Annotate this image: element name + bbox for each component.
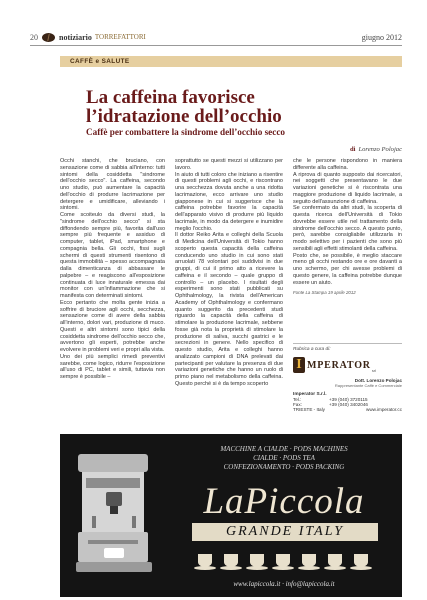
- publication-name: notiziario: [59, 32, 92, 42]
- city: TRIESTE - Italy: [293, 407, 325, 412]
- lapiccola-advertisement[interactable]: [60, 434, 402, 597]
- paragraph: Occhi stanchi, che bruciano, con sensazione come di sabbia all'interno: tutti sintomi della cosiddetta "sindrome dell'occhio secco". La caffeina, secondo uno studio, può aumentare la capacità dell'occhio di produrre lacrimazione per detergere e umidificare, alleviando i sintomi.: [60, 158, 165, 212]
- page-header: [30, 30, 402, 44]
- ad-website[interactable]: www.lapiccola.it · info@lapiccola.it: [233, 580, 335, 588]
- paragraph: A riprova di quanto supposto dai ricercatori, nei soggetti che presentavano le due variazioni genetiche si è riscontrata una maggiore produzione di liquido lacrimale, a seguito dell'assunzione di caffeina.: [293, 171, 402, 205]
- paragraph: che le persone rispondono in maniera differente alla caffeina.: [293, 158, 402, 171]
- paragraph: Il dottor Reiko Arita e colleghi della Scuola di Medicina dell'Università di Tokio hanno scoperto questa capacità della caffeina conducendo uno studio in cui sono stati arruolati 78 volontari poi suddivisi in due gruppi, di cui il primo atto a ricevere la caffeina e il secondo – quale gruppo di controllo – un placebo. I risultati degli esperimenti sono stati pubblicati su Ophthalmology, la rivista dell'American Academy of Ophthalmology e confermano quanto suggerito da precedenti studi riguardo la capacità della caffeina di stimolare la produzione lacrimale, sebbene fosse già nota la proprietà di stimolare la produzione di saliva, succhi gastrici e le secrezioni in genere. Nello specifico di questo studio, Arita e colleghi hanno analizzato campioni di DNA prelevati dai partecipanti per valutare la presenza di due variazioni genetiche che hanno un ruolo di primo piano nel metabolismo della caffeina. Questo perché si è da tempo scoperto: [175, 232, 283, 387]
- issue-date: giugno 2012: [361, 32, 402, 42]
- article-column-2: [175, 158, 283, 388]
- publication-subtitle: TORREFATTORI: [94, 33, 146, 41]
- ad-line: MACCHINE A CIALDE · PODS MACHINES: [220, 445, 348, 453]
- paragraph: Posto che, se possibile, è meglio staccare meno gli occhi restando ore e ore davanti a uno schermo, per chi avesse problemi di questo genere, la caffeina potrebbe dunque essere un aiuto.: [293, 252, 402, 286]
- coffee-cups-image: [192, 546, 380, 572]
- ad-tagline: GRANDE ITALY: [192, 523, 378, 541]
- coffee-bean-icon: [42, 33, 55, 42]
- paragraph: soprattutto se questi mezzi si utilizzano per lavoro.: [175, 158, 283, 171]
- paragraph: Come scoiteulo da diversi studi, la "sindrome dell'occhio secco" si sta diffondendo sempre più, favorita dall'uso sempre più frequente e assiduo di computer, tablet, iPad, smartphone e compagnia bella. Gli occhi, fissi sugli schermi di questi strumenti risentono di questa immobilità – spesso accompagnata dalla dimenticanza di abbassare le palpebre – e reagiscono all'esposizione continuata di luce innaturale emessa dai monitor con un'infiammazione che si manifesta con determinati sintomi.: [60, 212, 165, 299]
- article-title-line-2: l’idratazione dell’occhio: [86, 106, 282, 127]
- ad-line: CONFEZIONAMENTO · PODS PACKING: [223, 463, 345, 471]
- article-column-3: [293, 158, 402, 297]
- contact-role: Rappresentante Caffè e Commerciale: [334, 383, 402, 388]
- contact-name: Dott. Lorenzo Polojac: [354, 378, 402, 383]
- fax-number: +39 (040) 3402046: [329, 402, 368, 407]
- author-name: Lorenzo Polojac: [358, 146, 402, 153]
- paragraph: In aiuto di tutti coloro che iniziano a risentire di questi problemi agli occhi, e riscontrano una secchezza dovuta anche a una ridotta lacrimazione, ecco arrivare uno studio giapponese in cui si suggerisce che la caffeina potrebbe favorire la capacità dell'apparato visivo di produrre più liquido lacrimale, in modo da detergere e inumidire meglio l'occhio.: [175, 171, 283, 232]
- article-title: [86, 88, 402, 126]
- logo-initial: I: [293, 357, 305, 373]
- phone-number: +39 (040) 3720115: [329, 397, 368, 402]
- paragraph: Uno dei più semplici rimedi preventivi sarebbe, come logico, ridurre l'esposizione all'uso di PC, tablet e simili, tuttavia non sempre è possibile –: [60, 353, 165, 380]
- paragraph: Se confermato da altri studi, la scoperta di questa ricerca dell'Università di Tokio dovrebbe essere utile nel trattamento della sindrome dell'occhio secco. A questo punto, però, sarebbe consigliabile utilizzarla in modo selettivo per i pazienti che sono più sensibili agli effetti stimolanti della caffeina.: [293, 205, 402, 252]
- fax-label: Fax:: [293, 402, 302, 407]
- ad-brand-name: LaPiccola: [203, 481, 365, 522]
- logo-text: MPERATOR: [307, 359, 371, 371]
- imperator-logo: [293, 357, 402, 373]
- byline-prefix: di: [349, 146, 356, 153]
- company-name: Imperator S.r.l.: [293, 392, 327, 397]
- website-link[interactable]: www.imperator.cc: [366, 407, 402, 412]
- page-number: 20: [30, 32, 38, 42]
- article-title-line-1: La caffeina favorisce: [86, 87, 255, 108]
- header-divider: [30, 45, 402, 46]
- ad-product-lines: [172, 445, 396, 472]
- article-source: Fonte La Stampa 19 aprile 2012: [293, 290, 356, 296]
- byline: [262, 146, 402, 153]
- article-column-1: [60, 158, 165, 381]
- section-label: CAFFÈ e SALUTE: [60, 56, 402, 67]
- city-web-line: [293, 407, 402, 412]
- ad-line: CIALDE · PODS TEA: [253, 454, 315, 462]
- article-subtitle: Caffè per combattere la sindrome dell’occhio secco: [86, 127, 286, 137]
- espresso-machine-image: [68, 450, 160, 578]
- logo-srl: srl: [371, 368, 377, 373]
- rubrica-label: Rubrica a cura di:: [293, 347, 331, 352]
- paragraph: Ecco pertanto che molta gente inizia a soffrire di bruciore agli occhi, secchezza, sensazione come di avere della sabbia all'interno, dolori vari, produzione di muco. Questi e altri sintomi sono tipici della cosiddetta sindrome dell'occhio secco che, avvertono gli esperti, potrebbe anche evolvere in problemi veri e propri alla vista.: [60, 299, 165, 353]
- column-sponsor-box: [293, 343, 402, 431]
- phone-label: Tel.:: [293, 397, 302, 402]
